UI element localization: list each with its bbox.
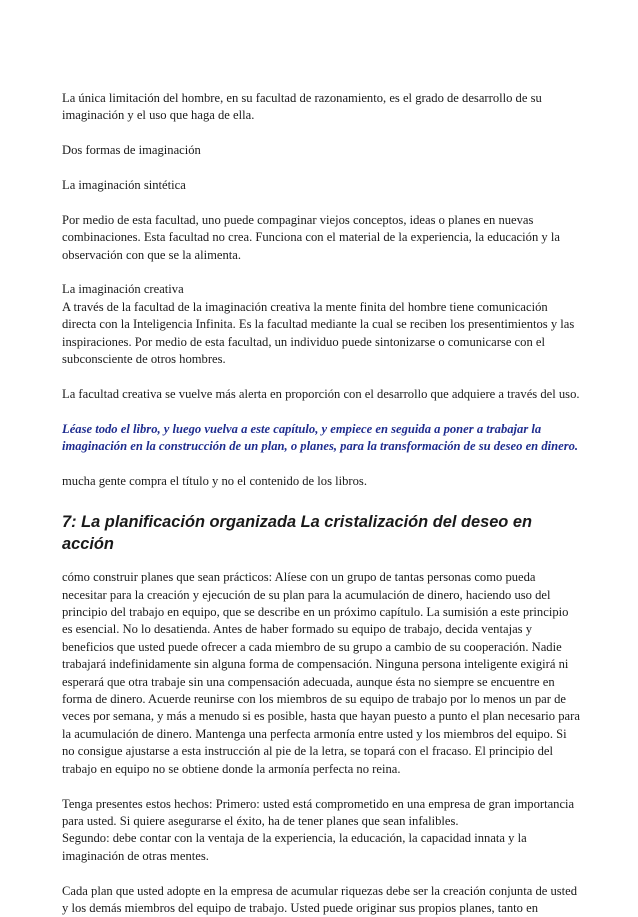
paragraph-practical-plans: cómo construir planes que sean prácticos: Alíese con un grupo de tantas personas como pueda necesitar para la creación y ejecución de su plan para la acumulación de dinero, haciendo uso del principio del trabajo en equipo, que se describe en un próximo capítulo. La sumisión a este principio es esencial. No lo desatienda. Antes de haber formado su equipo de trabajo, decida ventajas y beneficios que usted puede ofrecer a cada miembro de su grupo a cambio de su cooperación. Nadie trabajará indefinidamente sin alguna forma de compensación. Ninguna persona inteligente exigirá ni esperará que otra trabaje sin una compensación adecuada, aunque ésta no siempre se encuentre en forma de dinero. Acuerde reunirse con los miembros de su equipo de trabajo por lo menos un par de veces por semana, y más a menudo si es posible, hasta que hayan puesto a punto el plan necesario para la acumulación de dinero. Mantenga una perfecta armonía entre usted y los miembros del equipo. Si no consigue ajustarse a esta instrucción al pie de la letra, se topará con el fracaso. El principio del trabajo en equipo no se obtiene donde la armonía perfecta no reina.: [62, 570, 580, 776]
paragraph-each-plan: Cada plan que usted adopte en la empresa de acumular riquezas debe ser la creación conjunta de usted y los demás miembros del equipo de trabajo. Usted puede originar sus propios planes, tanto en: [62, 883, 578, 915]
paragraph-two-forms: Dos formas de imaginación: [62, 143, 201, 158]
paragraph-facts-second: Segundo: debe contar con la ventaja de la experiencia, la educación, la capacidad innata y la imaginación de otras mentes.: [62, 831, 527, 863]
paragraph-emphasis: Léase todo el libro, y luego vuelva a este capítulo, y empiece en seguida a poner a trabajar la imaginación en la construcción de un plan, o planes, para la transformación de su deseo en dinero.: [62, 421, 579, 454]
paragraph-title-content: mucha gente compra el título y no el contenido de los libros.: [62, 473, 367, 488]
chapter-heading: 7: La planificación organizada La cristalización del deseo en acción: [62, 513, 532, 554]
paragraph-creative-title: La imaginación creativa: [62, 282, 184, 297]
paragraph-limitation: La única limitación del hombre, en su facultad de razonamiento, es el grado de desarrollo de su imaginación y el uso que haga de ella.: [62, 91, 542, 123]
paragraph-synthetic-title: La imaginación sintética: [62, 178, 186, 192]
paragraph-creative-alert: La facultad creativa se vuelve más alerta en proporción con el desarrollo que adquiere a través del uso.: [62, 386, 580, 401]
paragraph-synthetic-body: Por medio de esta facultad, uno puede compaginar viejos conceptos, ideas o planes en nuevas combinaciones. Esta facultad no crea. Funciona con el material de la experiencia, la educación y la observación con que se la alimenta.: [62, 212, 560, 262]
paragraph-facts-first: Tenga presentes estos hechos: Primero: usted está comprometido en una empresa de gran importancia para usted. Si quiere asegurarse el éxito, ha de tener planes que sean infalibles.: [62, 796, 575, 828]
document-page: [62, 90, 582, 917]
paragraph-creative-body: A través de la facultad de la imaginación creativa la mente finita del hombre tiene comunicación directa con la Inteligencia Infinita. Es la facultad mediante la cual se reciben los presentimientos y las inspiraciones. Por medio de esta facultad, un individuo puede sintonizarse o comunicarse con el subconsciente de otros hombres.: [62, 299, 575, 367]
